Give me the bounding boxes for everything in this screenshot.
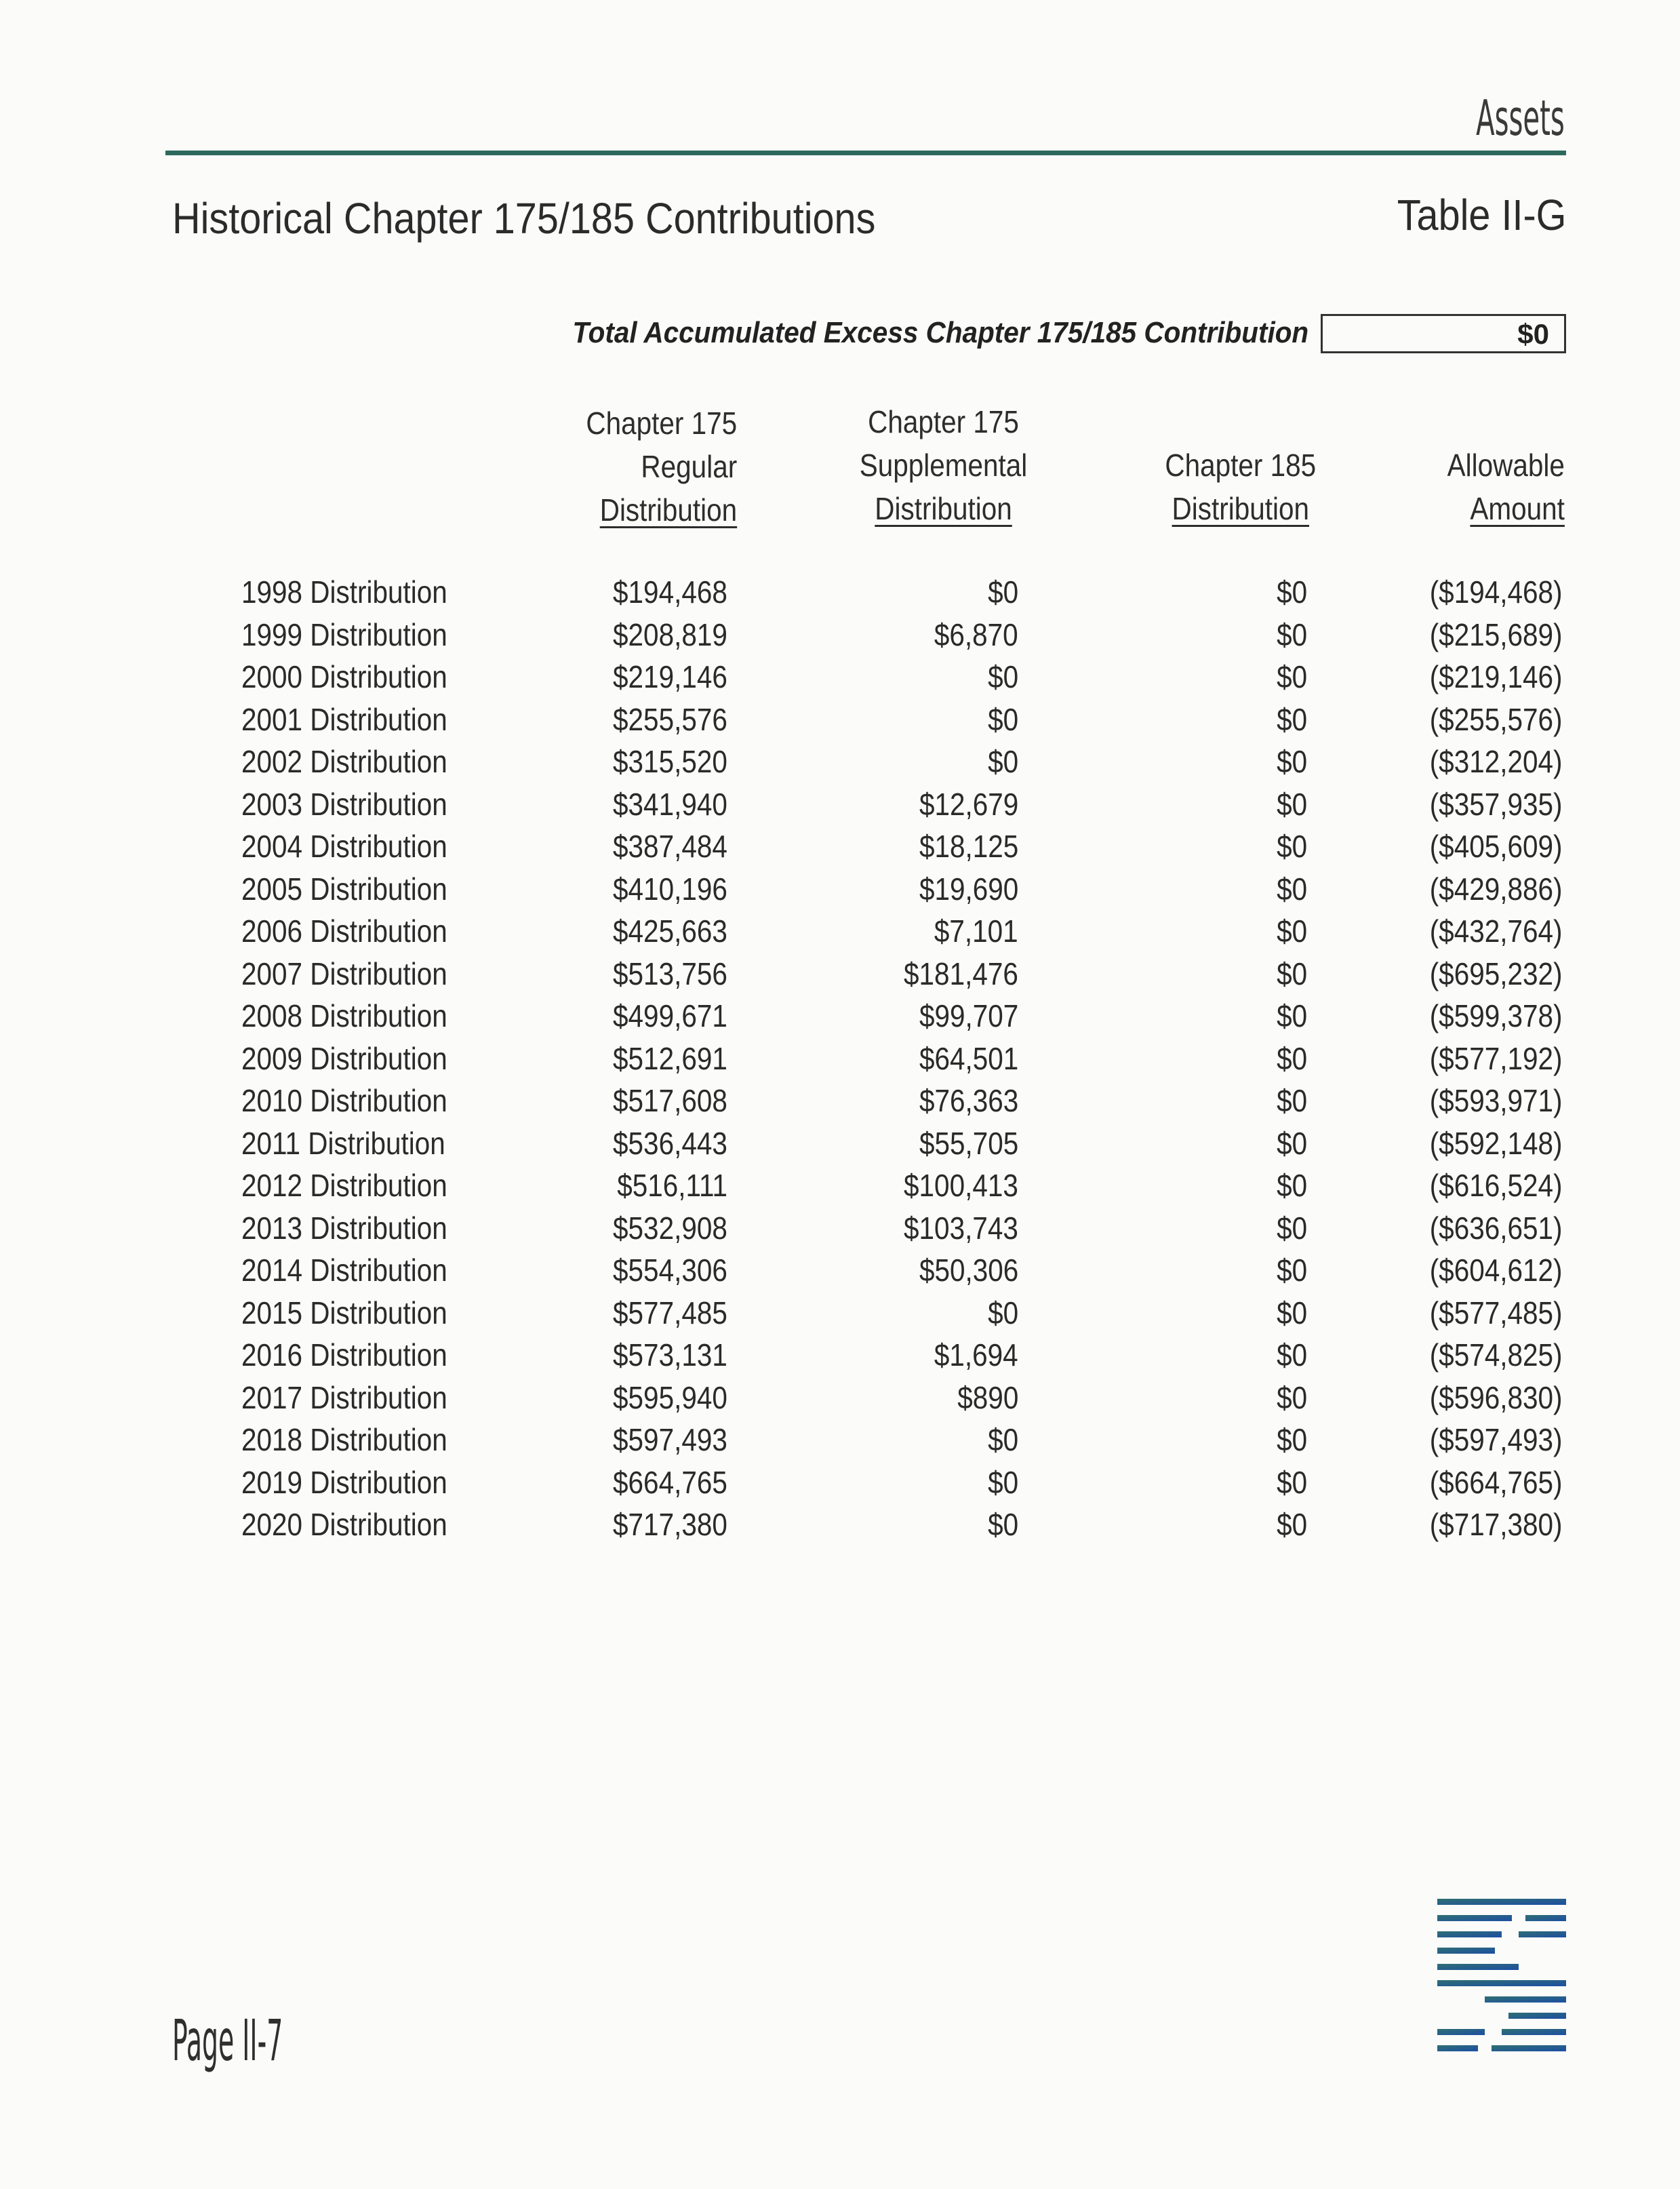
row-label: 2010 Distribution <box>241 1083 447 1118</box>
allowable-amount-cell: ($255,576) <box>1429 701 1562 737</box>
chapter185-distribution-cell: $0 <box>1276 913 1307 949</box>
supplemental-distribution-cell: $0 <box>987 659 1018 694</box>
table-row <box>0 574 1680 616</box>
table-row <box>0 871 1680 913</box>
chapter185-distribution-cell: $0 <box>1276 744 1307 779</box>
chapter185-distribution-cell: $0 <box>1276 1464 1307 1500</box>
column-header-regular <box>586 401 737 532</box>
allowable-amount-cell: ($616,524) <box>1429 1168 1562 1203</box>
regular-distribution-cell: $517,608 <box>613 1083 727 1118</box>
allowable-amount-cell: ($695,232) <box>1429 955 1562 991</box>
supplemental-distribution-cell: $0 <box>987 1464 1018 1500</box>
row-label: 2007 Distribution <box>241 955 447 991</box>
table-row <box>0 1125 1680 1168</box>
supplemental-distribution-cell: $1,694 <box>934 1337 1018 1373</box>
allowable-amount-cell: ($574,825) <box>1429 1337 1562 1373</box>
column-header-line: Chapter 175 <box>867 404 1019 439</box>
table-row <box>0 1210 1680 1253</box>
regular-distribution-cell: $255,576 <box>613 701 727 737</box>
row-label: 2009 Distribution <box>241 1040 447 1076</box>
page-title: Historical Chapter 175/185 Contributions <box>172 194 876 243</box>
table-row <box>0 786 1680 829</box>
chapter185-distribution-cell: $0 <box>1276 1125 1307 1161</box>
regular-distribution-cell: $387,484 <box>613 829 727 864</box>
regular-distribution-cell: $410,196 <box>613 871 727 907</box>
supplemental-distribution-cell: $181,476 <box>904 955 1018 991</box>
table-row <box>0 743 1680 786</box>
allowable-amount-cell: ($194,468) <box>1429 574 1562 610</box>
row-label: 2002 Distribution <box>241 744 447 779</box>
chapter185-distribution-cell: $0 <box>1276 616 1307 652</box>
supplemental-distribution-cell: $18,125 <box>919 829 1018 864</box>
supplemental-distribution-cell: $100,413 <box>904 1168 1018 1203</box>
chapter185-distribution-cell: $0 <box>1276 659 1307 694</box>
supplemental-distribution-cell: $103,743 <box>904 1210 1018 1246</box>
table-row <box>0 913 1680 955</box>
row-label: 2019 Distribution <box>241 1464 447 1500</box>
column-header-line: Distribution <box>1172 491 1309 526</box>
row-label: 2016 Distribution <box>241 1337 447 1373</box>
regular-distribution-cell: $341,940 <box>613 786 727 822</box>
chapter185-distribution-cell: $0 <box>1276 1379 1307 1415</box>
table-row <box>0 1082 1680 1125</box>
row-label: 2012 Distribution <box>241 1168 447 1203</box>
table-row <box>0 658 1680 701</box>
column-header-line: Supplemental <box>859 448 1027 483</box>
table-row <box>0 616 1680 659</box>
row-label: 2018 Distribution <box>241 1422 447 1457</box>
column-header-line: Chapter 185 <box>1165 448 1316 483</box>
supplemental-distribution-cell: $76,363 <box>919 1083 1018 1118</box>
regular-distribution-cell: $573,131 <box>613 1337 727 1373</box>
column-header-supplemental <box>859 400 1027 530</box>
chapter185-distribution-cell: $0 <box>1276 829 1307 864</box>
header-rule <box>165 151 1566 155</box>
column-header-line: Distribution <box>874 491 1012 526</box>
table-row <box>0 701 1680 744</box>
supplemental-distribution-cell: $0 <box>987 1422 1018 1457</box>
allowable-amount-cell: ($405,609) <box>1429 829 1562 864</box>
column-header-line: Allowable <box>1447 448 1565 483</box>
supplemental-distribution-cell: $0 <box>987 701 1018 737</box>
regular-distribution-cell: $208,819 <box>613 616 727 652</box>
total-excess-box <box>1321 314 1566 353</box>
regular-distribution-cell: $717,380 <box>613 1507 727 1542</box>
chapter185-distribution-cell: $0 <box>1276 1083 1307 1118</box>
supplemental-distribution-cell: $50,306 <box>919 1253 1018 1288</box>
allowable-amount-cell: ($577,192) <box>1429 1040 1562 1076</box>
supplemental-distribution-cell: $12,679 <box>919 786 1018 822</box>
column-header-line: Distribution <box>599 492 737 528</box>
chapter185-distribution-cell: $0 <box>1276 871 1307 907</box>
allowable-amount-cell: ($577,485) <box>1429 1295 1562 1330</box>
regular-distribution-cell: $532,908 <box>613 1210 727 1246</box>
supplemental-distribution-cell: $7,101 <box>934 913 1018 949</box>
allowable-amount-cell: ($215,689) <box>1429 616 1562 652</box>
section-label: Assets <box>1476 90 1565 146</box>
chapter185-distribution-cell: $0 <box>1276 955 1307 991</box>
allowable-amount-cell: ($432,764) <box>1429 913 1562 949</box>
regular-distribution-cell: $554,306 <box>613 1253 727 1288</box>
regular-distribution-cell: $513,756 <box>613 955 727 991</box>
allowable-amount-cell: ($664,765) <box>1429 1464 1562 1500</box>
chapter185-distribution-cell: $0 <box>1276 574 1307 610</box>
chapter185-distribution-cell: $0 <box>1276 1040 1307 1076</box>
distribution-table <box>0 574 1680 1549</box>
chapter185-distribution-cell: $0 <box>1276 998 1307 1033</box>
regular-distribution-cell: $315,520 <box>613 744 727 779</box>
row-label: 2014 Distribution <box>241 1253 447 1288</box>
regular-distribution-cell: $516,111 <box>617 1168 727 1203</box>
supplemental-distribution-cell: $55,705 <box>919 1125 1018 1161</box>
table-row <box>0 828 1680 871</box>
row-label: 1999 Distribution <box>241 616 447 652</box>
allowable-amount-cell: ($357,935) <box>1429 786 1562 822</box>
allowable-amount-cell: ($429,886) <box>1429 871 1562 907</box>
table-row <box>0 1506 1680 1549</box>
column-header-allowable <box>1447 443 1565 530</box>
allowable-amount-cell: ($219,146) <box>1429 659 1562 694</box>
regular-distribution-cell: $536,443 <box>613 1125 727 1161</box>
column-header-line: Amount <box>1470 491 1565 526</box>
supplemental-distribution-cell: $64,501 <box>919 1040 1018 1076</box>
regular-distribution-cell: $512,691 <box>613 1040 727 1076</box>
table-row <box>0 955 1680 998</box>
allowable-amount-cell: ($599,378) <box>1429 998 1562 1033</box>
page-number: Page II-7 <box>172 2007 283 2074</box>
row-label: 2017 Distribution <box>241 1379 447 1415</box>
chapter185-distribution-cell: $0 <box>1276 1168 1307 1203</box>
allowable-amount-cell: ($593,971) <box>1429 1083 1562 1118</box>
supplemental-distribution-cell: $0 <box>987 574 1018 610</box>
total-excess-value: $0 <box>1517 318 1549 350</box>
allowable-amount-cell: ($636,651) <box>1429 1210 1562 1246</box>
table-row <box>0 1379 1680 1422</box>
row-label: 2000 Distribution <box>241 659 447 694</box>
regular-distribution-cell: $499,671 <box>613 998 727 1033</box>
table-row <box>0 1421 1680 1464</box>
table-row <box>0 998 1680 1040</box>
chapter185-distribution-cell: $0 <box>1276 701 1307 737</box>
column-header-line: Chapter 175 <box>586 406 737 441</box>
column-header-line: Regular <box>641 449 737 484</box>
row-label: 2015 Distribution <box>241 1295 447 1330</box>
allowable-amount-cell: ($604,612) <box>1429 1253 1562 1288</box>
table-row <box>0 1167 1680 1210</box>
table-id: Table II-G <box>1397 191 1566 239</box>
regular-distribution-cell: $597,493 <box>613 1422 727 1457</box>
allowable-amount-cell: ($596,830) <box>1429 1379 1562 1415</box>
supplemental-distribution-cell: $0 <box>987 744 1018 779</box>
table-row <box>0 1337 1680 1379</box>
row-label: 2011 Distribution <box>241 1125 445 1161</box>
row-label: 2008 Distribution <box>241 998 447 1033</box>
row-label: 2013 Distribution <box>241 1210 447 1246</box>
regular-distribution-cell: $577,485 <box>613 1295 727 1330</box>
chapter185-distribution-cell: $0 <box>1276 786 1307 822</box>
table-row <box>0 1040 1680 1083</box>
regular-distribution-cell: $194,468 <box>613 574 727 610</box>
row-label: 2004 Distribution <box>241 829 447 864</box>
row-label: 2001 Distribution <box>241 701 447 737</box>
supplemental-distribution-cell: $19,690 <box>919 871 1018 907</box>
regular-distribution-cell: $595,940 <box>613 1379 727 1415</box>
allowable-amount-cell: ($592,148) <box>1429 1125 1562 1161</box>
total-excess-label: Total Accumulated Excess Chapter 175/185 Contribution <box>572 316 1308 349</box>
chapter185-distribution-cell: $0 <box>1276 1422 1307 1457</box>
row-label: 2005 Distribution <box>241 871 447 907</box>
chapter185-distribution-cell: $0 <box>1276 1337 1307 1373</box>
supplemental-distribution-cell: $0 <box>987 1507 1018 1542</box>
chapter185-distribution-cell: $0 <box>1276 1295 1307 1330</box>
table-row <box>0 1252 1680 1295</box>
allowable-amount-cell: ($312,204) <box>1429 744 1562 779</box>
supplemental-distribution-cell: $6,870 <box>934 616 1018 652</box>
allowable-amount-cell: ($597,493) <box>1429 1422 1562 1457</box>
row-label: 1998 Distribution <box>241 574 447 610</box>
chapter185-distribution-cell: $0 <box>1276 1253 1307 1288</box>
supplemental-distribution-cell: $0 <box>987 1295 1018 1330</box>
column-header-chapter185 <box>1165 443 1316 530</box>
allowable-amount-cell: ($717,380) <box>1429 1507 1562 1542</box>
row-label: 2020 Distribution <box>241 1507 447 1542</box>
regular-distribution-cell: $425,663 <box>613 913 727 949</box>
row-label: 2003 Distribution <box>241 786 447 822</box>
table-row <box>0 1295 1680 1337</box>
regular-distribution-cell: $219,146 <box>613 659 727 694</box>
table-row <box>0 1464 1680 1507</box>
supplemental-distribution-cell: $890 <box>957 1379 1018 1415</box>
chapter185-distribution-cell: $0 <box>1276 1507 1307 1542</box>
row-label: 2006 Distribution <box>241 913 447 949</box>
regular-distribution-cell: $664,765 <box>613 1464 727 1500</box>
chapter185-distribution-cell: $0 <box>1276 1210 1307 1246</box>
supplemental-distribution-cell: $99,707 <box>919 998 1018 1033</box>
company-logo-icon <box>1437 1899 1566 2062</box>
